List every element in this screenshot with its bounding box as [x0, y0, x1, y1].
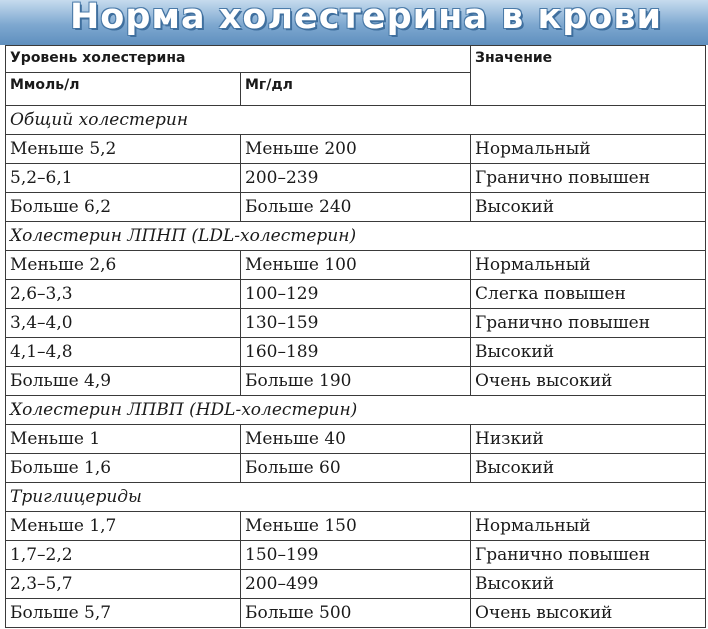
table-row — [6, 512, 706, 541]
cholesterol-table — [5, 45, 706, 628]
cell-mg: 130–159 — [241, 309, 471, 338]
cell-mmol: Меньше 2,6 — [6, 251, 241, 280]
section-title: Холестерин ЛПВП (HDL-холестерин) — [6, 396, 706, 425]
table-row — [6, 454, 706, 483]
cell-mmol: 4,1–4,8 — [6, 338, 241, 367]
cell-meaning: Очень высокий — [471, 367, 706, 396]
table-row — [6, 135, 706, 164]
cell-meaning: Нормальный — [471, 251, 706, 280]
table-row — [6, 367, 706, 396]
section-row — [6, 396, 706, 425]
cell-mg: Больше 60 — [241, 454, 471, 483]
header-meaning: Значение — [471, 46, 706, 106]
cell-meaning: Гранично повышен — [471, 309, 706, 338]
cell-mmol: Меньше 5,2 — [6, 135, 241, 164]
cell-mmol: Больше 4,9 — [6, 367, 241, 396]
cell-mg: Меньше 150 — [241, 512, 471, 541]
cell-meaning: Слегка повышен — [471, 280, 706, 309]
cell-meaning: Высокий — [471, 193, 706, 222]
cell-meaning: Высокий — [471, 338, 706, 367]
cell-meaning: Высокий — [471, 570, 706, 599]
title-banner — [0, 0, 708, 45]
table-row — [6, 309, 706, 338]
cell-mmol: 5,2–6,1 — [6, 164, 241, 193]
table-row — [6, 541, 706, 570]
section-row — [6, 106, 706, 135]
cell-meaning: Высокий — [471, 454, 706, 483]
cell-mmol: 1,7–2,2 — [6, 541, 241, 570]
cell-mg: Больше 500 — [241, 599, 471, 628]
page-title: Норма холестерина в крови — [70, 0, 662, 37]
cell-mg: Больше 240 — [241, 193, 471, 222]
cell-mmol: Меньше 1,7 — [6, 512, 241, 541]
table-row — [6, 193, 706, 222]
cell-mg: Меньше 200 — [241, 135, 471, 164]
table-row — [6, 251, 706, 280]
cell-mmol: Меньше 1 — [6, 425, 241, 454]
section-title: Триглицериды — [6, 483, 706, 512]
cell-mg: Меньше 40 — [241, 425, 471, 454]
cell-mg: 200–239 — [241, 164, 471, 193]
cell-mg: Больше 190 — [241, 367, 471, 396]
cell-mmol: 2,3–5,7 — [6, 570, 241, 599]
cell-meaning: Гранично повышен — [471, 164, 706, 193]
cell-mmol: Больше 1,6 — [6, 454, 241, 483]
table-row — [6, 570, 706, 599]
cell-mg: 160–189 — [241, 338, 471, 367]
cell-mmol: Больше 6,2 — [6, 193, 241, 222]
table-row — [6, 338, 706, 367]
table-row — [6, 164, 706, 193]
header-mg: Мг/дл — [241, 73, 471, 106]
section-row — [6, 222, 706, 251]
section-row — [6, 483, 706, 512]
cell-meaning: Очень высокий — [471, 599, 706, 628]
cell-meaning: Низкий — [471, 425, 706, 454]
cell-mmol: Больше 5,7 — [6, 599, 241, 628]
cell-mmol: 3,4–4,0 — [6, 309, 241, 338]
table-row — [6, 599, 706, 628]
cell-meaning: Нормальный — [471, 512, 706, 541]
header-mmol: Ммоль/л — [6, 73, 241, 106]
header-row — [6, 46, 706, 73]
header-level: Уровень холестерина — [6, 46, 471, 73]
table-row — [6, 280, 706, 309]
cell-mg: Меньше 100 — [241, 251, 471, 280]
section-title: Холестерин ЛПНП (LDL-холестерин) — [6, 222, 706, 251]
table-row — [6, 425, 706, 454]
cell-mg: 150–199 — [241, 541, 471, 570]
cell-mmol: 2,6–3,3 — [6, 280, 241, 309]
cell-meaning: Гранично повышен — [471, 541, 706, 570]
table-body — [6, 46, 706, 628]
cell-mg: 100–129 — [241, 280, 471, 309]
section-title: Общий холестерин — [6, 106, 706, 135]
cell-meaning: Нормальный — [471, 135, 706, 164]
cell-mg: 200–499 — [241, 570, 471, 599]
